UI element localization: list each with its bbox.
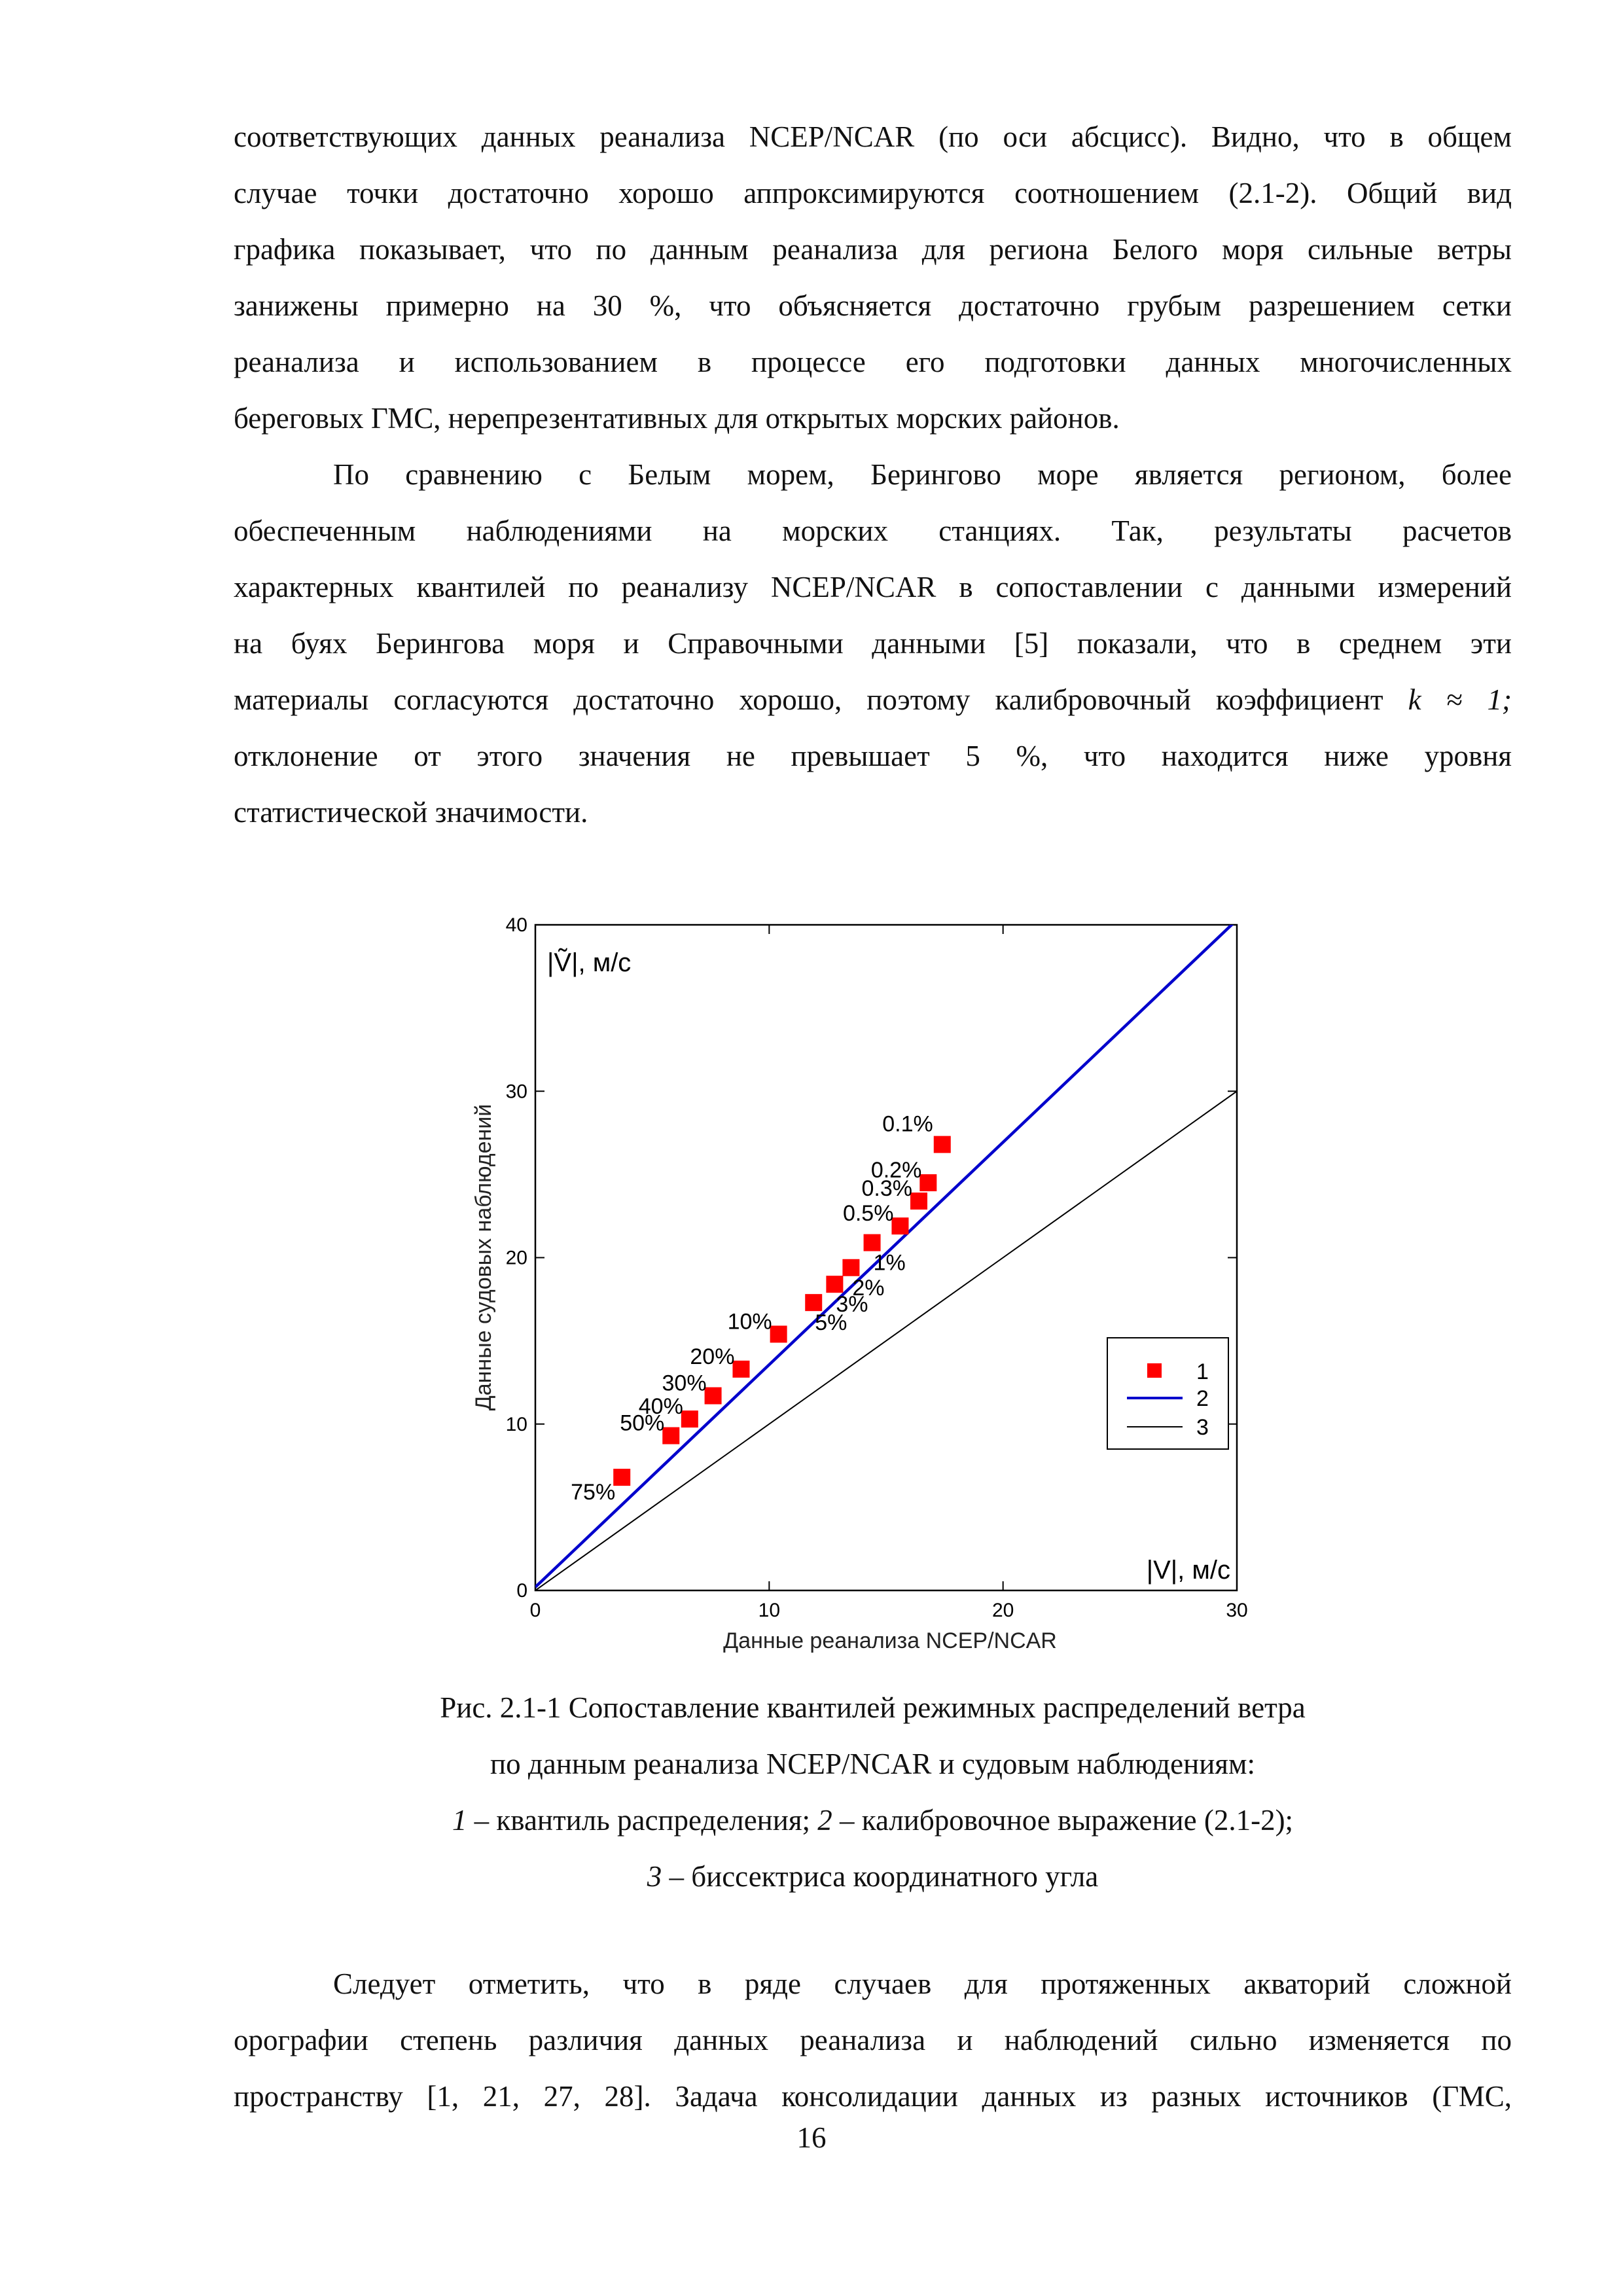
paragraph-3 [234, 1956, 1512, 2125]
caption-line: по данным реанализа NCEP/NCAR и судовым наблюдениям: [490, 1748, 1255, 1780]
chart-legend [1107, 1338, 1228, 1449]
point-label: 40% [638, 1394, 683, 1420]
paragraph-line: случае точки достаточно хорошо аппроксимируются соотношением (2.1-2). Общий вид [234, 177, 1512, 209]
paragraph-line: статистической значимости. [234, 796, 588, 829]
data-point [770, 1325, 787, 1342]
data-point [842, 1259, 859, 1276]
data-point [681, 1410, 698, 1427]
paragraph-line: обеспеченным наблюдениями на морских станциях. Так, результаты расчетов [234, 514, 1512, 547]
paragraph-line: характерных квантилей по реанализу NCEP/NCAR в сопоставлении с данными измерений [234, 571, 1512, 603]
data-point [919, 1174, 936, 1191]
paragraph-line: орографии степень различия данных реанализа и наблюдений сильно изменяется по [234, 2024, 1512, 2056]
data-point [910, 1193, 927, 1210]
x-tick-label: 20 [991, 1600, 1014, 1621]
paragraph-line: реанализа и использованием в процессе его подготовки данных многочисленных [234, 346, 1512, 378]
x-tick-label: 30 [1226, 1600, 1248, 1621]
point-label: 75% [571, 1480, 616, 1505]
point-label: 2% [852, 1275, 885, 1300]
paragraph-line-text: материалы согласуются достаточно хорошо, поэтому калибровочный коэффициент [234, 683, 1383, 716]
figure-caption [234, 1679, 1512, 1905]
point-label: 50% [620, 1410, 665, 1436]
legend-label-3: 3 [1196, 1415, 1209, 1440]
point-label: 1% [873, 1250, 906, 1276]
point-label: 10% [727, 1309, 772, 1335]
caption-item-number: 2 [817, 1804, 832, 1837]
x-axis-title: Данные реанализа NCEP/NCAR [723, 1628, 1057, 1653]
data-point [805, 1294, 822, 1311]
caption-item-text: – калибровочное выражение (2.1-2); [832, 1804, 1294, 1837]
page-number: 16 [796, 2121, 827, 2154]
y-tick-label: 40 [505, 914, 527, 936]
calibration-coefficient-formula: k ≈ 1; [1408, 683, 1512, 716]
y-tick-label: 10 [505, 1413, 527, 1435]
point-label: 3% [836, 1292, 868, 1318]
paragraph-line: По сравнению с Белым морем, Берингово море является регионом, более [333, 458, 1512, 491]
data-point [705, 1388, 722, 1405]
y-tick-label: 30 [505, 1081, 527, 1103]
paragraph-line: береговых ГМС, нерепрезентативных для открытых морских районов. [234, 402, 1120, 435]
caption-line: Рис. 2.1-1 Сопоставление квантилей режимных распределений ветра [440, 1691, 1306, 1724]
legend-label-2: 2 [1196, 1386, 1209, 1411]
caption-item-number: 3 [647, 1860, 662, 1893]
y-axis-title: Данные судовых наблюдений [471, 1103, 496, 1411]
caption-line [234, 1792, 1512, 1848]
paragraph-line: Следует отметить, что в ряде случаев для протяженных акваторий сложной [333, 1967, 1512, 2000]
paragraph-line: на буях Берингова моря и Справочными данными [5] показали, что в среднем эти [234, 627, 1512, 660]
x-unit-label: |V|, м/с [1146, 1556, 1230, 1585]
legend-box [1107, 1338, 1228, 1449]
data-point [864, 1234, 881, 1251]
paragraph-line: отклонение от этого значения не превышает 5 %, что находится ниже уровня [234, 740, 1512, 772]
data-point [934, 1136, 951, 1153]
point-label: 0.3% [861, 1176, 913, 1202]
y-tick-label: 0 [516, 1580, 527, 1602]
data-point [662, 1427, 679, 1444]
caption-item-number: 1 [452, 1804, 467, 1837]
point-label: 5% [815, 1310, 847, 1336]
x-tick-label: 0 [529, 1600, 541, 1621]
data-point [826, 1276, 843, 1293]
x-tick-label: 10 [758, 1600, 781, 1621]
paragraph-line: соответствующих данных реанализа NCEP/NCAR (по оси абсцисс). Видно, что в общем [234, 120, 1512, 153]
y-tick-label: 20 [505, 1247, 527, 1269]
y-unit-label: |Ṽ|, м/с [547, 948, 632, 977]
legend-label-1: 1 [1196, 1359, 1209, 1384]
paragraph-line: графика показывает, что по данным реанализа для региона Белого моря сильные ветры [234, 233, 1512, 266]
caption-line [234, 1848, 1512, 1905]
data-point [891, 1217, 908, 1234]
paragraph-line: пространству [1, 21, 27, 28]. Задача консолидации данных из разных источников (ГМС, [234, 2080, 1512, 2113]
point-label: 0.2% [870, 1158, 922, 1183]
point-label: 0.1% [882, 1111, 933, 1137]
point-label: 20% [690, 1344, 735, 1369]
caption-item-text: – квантиль распределения; [467, 1804, 818, 1837]
legend-marker-1 [1147, 1363, 1162, 1378]
point-label: 0.5% [842, 1201, 894, 1227]
data-point [613, 1469, 630, 1486]
paragraph-line: занижены примерно на 30 %, что объясняется достаточно грубым разрешением сетки [234, 289, 1512, 322]
caption-item-text: – биссектриса координатного угла [662, 1860, 1099, 1893]
data-point [732, 1361, 749, 1378]
point-label: 30% [662, 1371, 707, 1396]
